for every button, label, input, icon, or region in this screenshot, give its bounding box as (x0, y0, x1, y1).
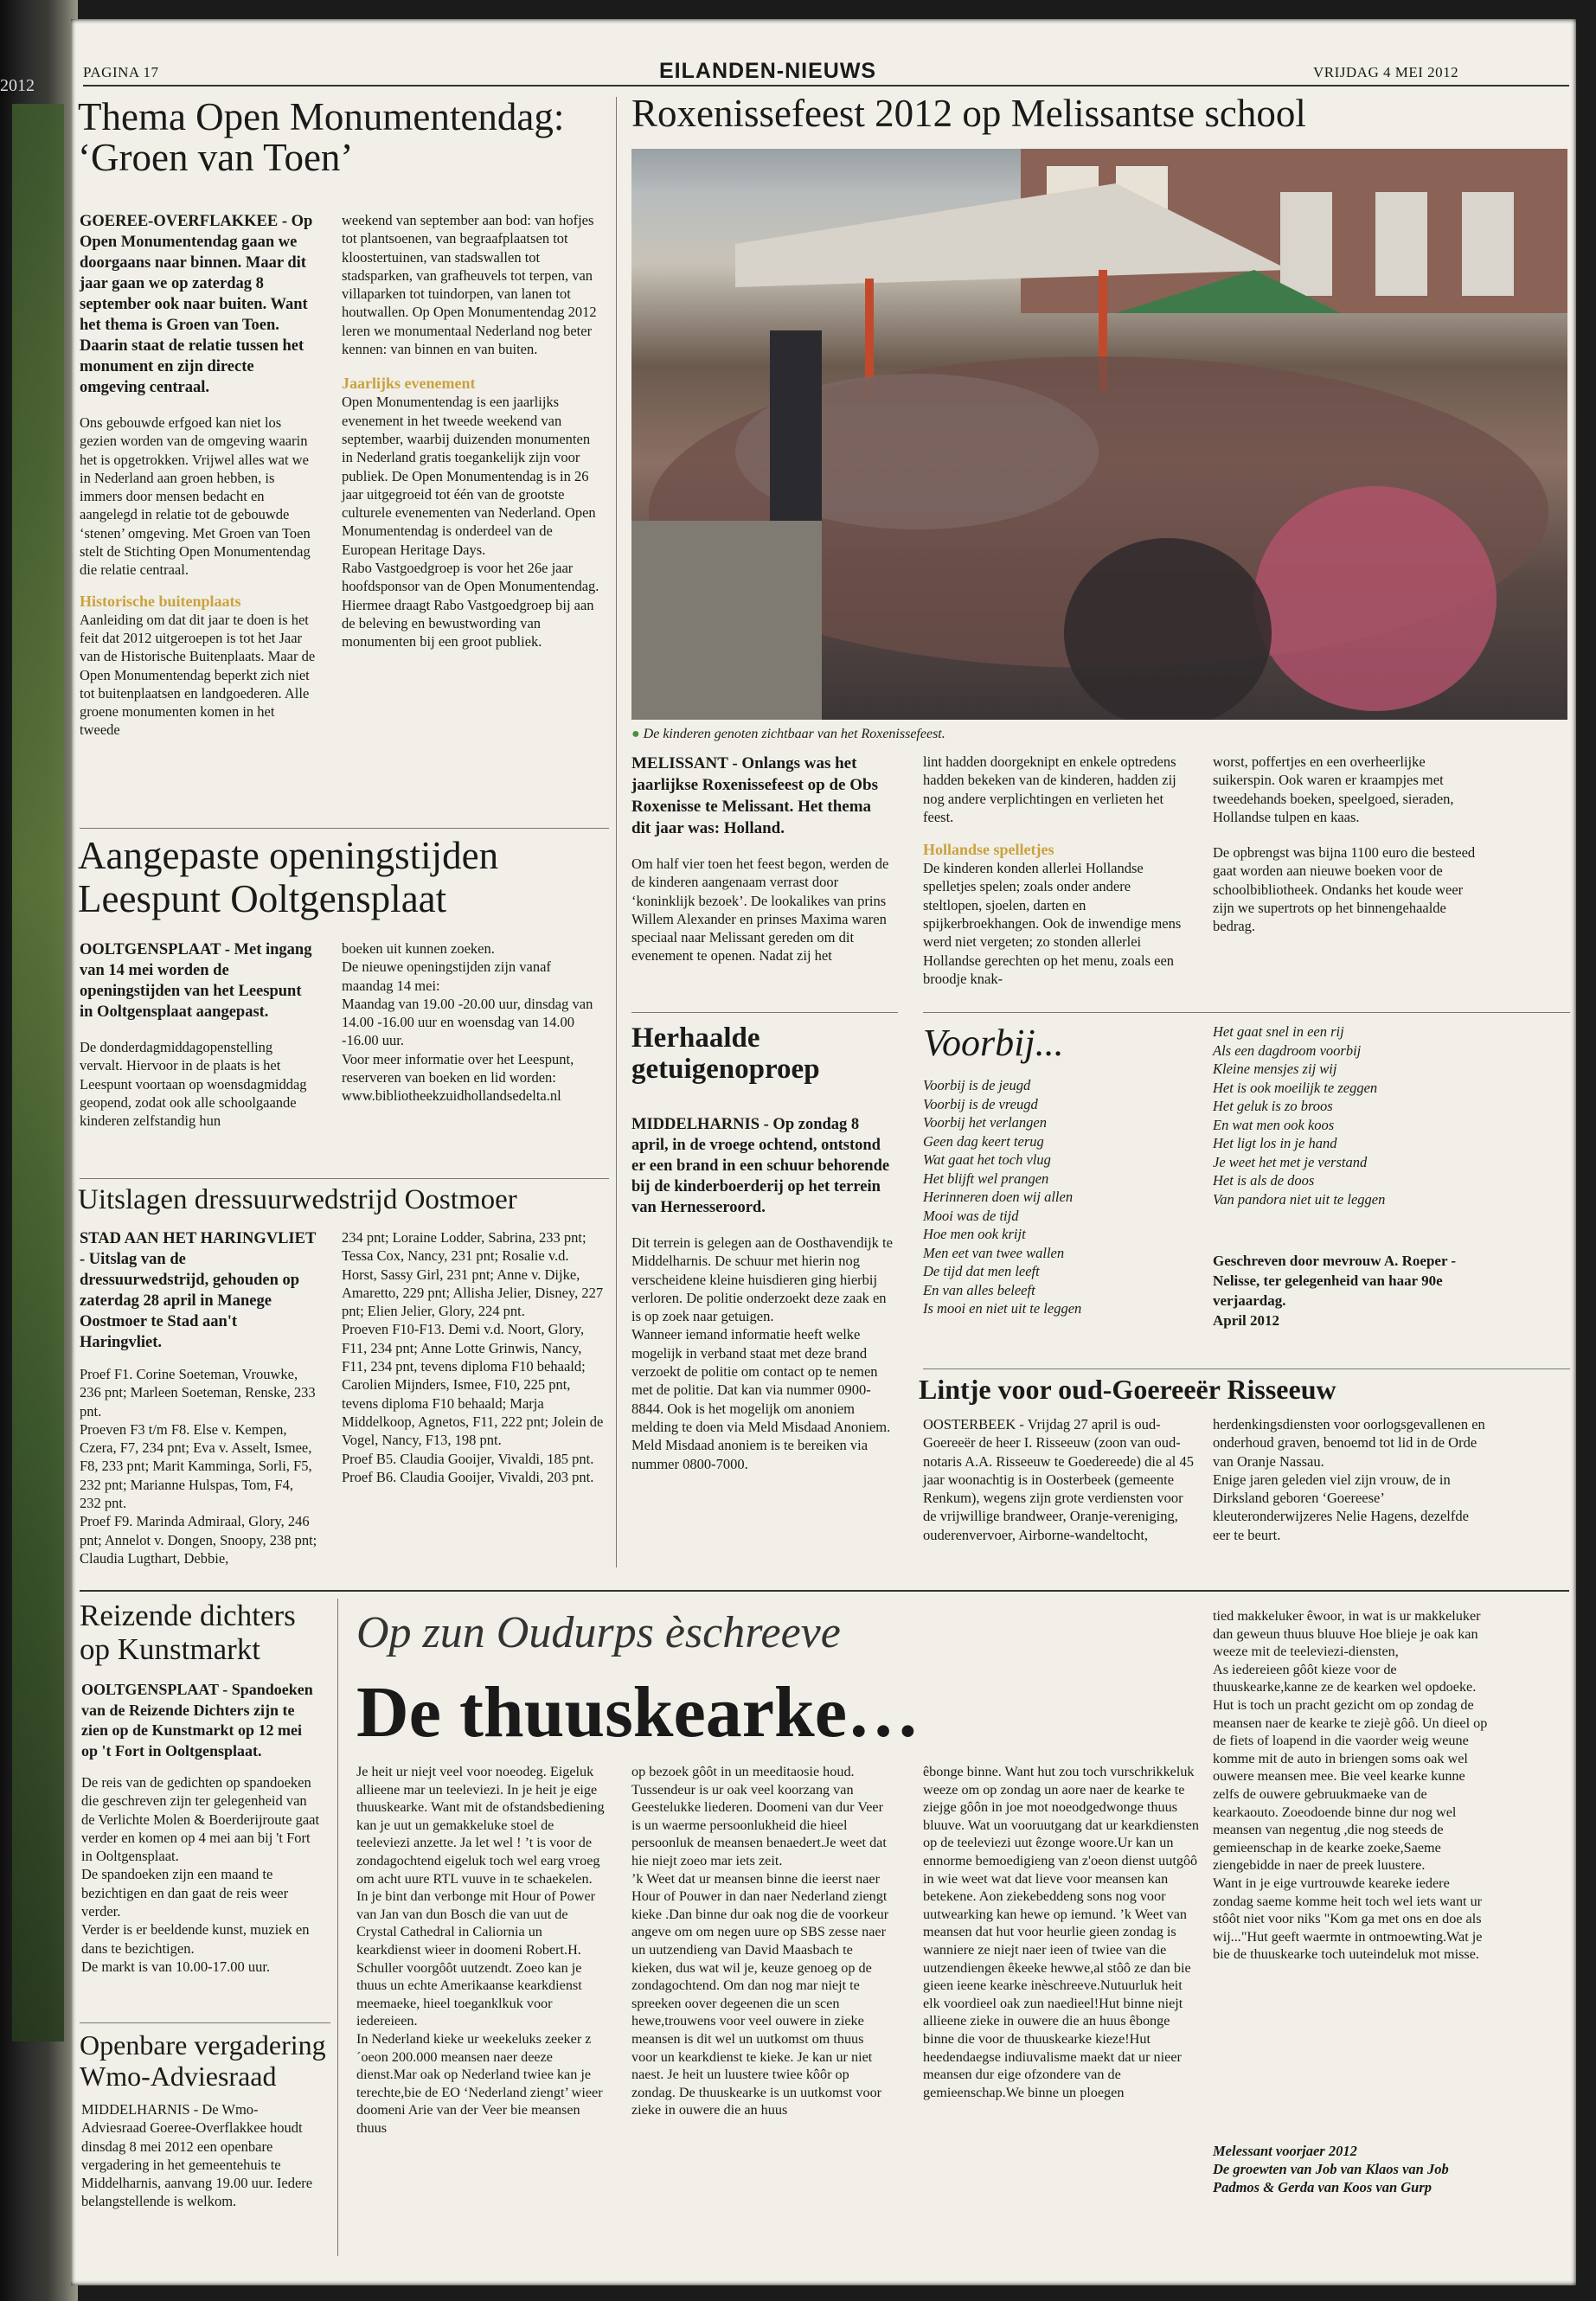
newspaper-page (71, 19, 1576, 2285)
section-rule (80, 828, 609, 829)
building-window (1462, 192, 1514, 296)
paper-name: EILANDEN-NIEUWS (659, 59, 877, 83)
monument-para5: Rabo Vastgoedgroep is voor het 26e jaar hoofdsponsor van de Open Monumentendag. Hiermee draagt Rabo Vastgoedgroep bij aan de beleving en bewustwording van monumenten bij een groot publiek. (342, 560, 599, 651)
dichters-headline (80, 1599, 339, 1666)
roxenisse-para1: Om half vier toen het feest begon, werden de de kinderen aangenaam verrast door ‘koninklijk bezoek’. De lookalikes van prins Willem Alexander en prinses Maxima waren speciaal naar Melissant gereden om dit evenement te openen. Nadat zij het (631, 856, 889, 965)
roxenisse-para3: De kinderen konden allerlei Hollandse spelletjes spelen; zoals onder andere steltlopen, sjoelen, darten en spijkerbroekhangen. Ook de inwendige mens werd niet vergeten; zo stonden allerlei Hollandse gerechten op het menu, zoals een broodje knak- (923, 860, 1182, 987)
getuigen-headline-line2: getuigenoproep (631, 1054, 820, 1085)
roxenisse-lead: MELISSANT - Onlangs was het jaarlijkse Roxenissefeest op de Obs Roxenisse te Melissant. Het thema dit jaar was: Holland. (631, 754, 878, 837)
lintje-headline: Lintje voor oud-Goereeër Risseeuw (919, 1374, 1336, 1405)
roxenisse-headline: Roxenissefeest 2012 op Melissantse school (631, 92, 1306, 135)
column-rule (337, 1599, 338, 2256)
leespunt-para1: De donderdagmiddagopenstelling vervalt. Hiervoor in de plaats is het Leespunt voortaan op woensdagmiddag geopend, zodat ook alle schoolgaande kinderen zelfstandig hun (80, 1039, 307, 1130)
roxenisse-para4: worst, poffertjes en een overheerlijke suikerspin. Ook waren er kraampjes met tweedehands boeken, speelgoed, sieraden, Hollandse tulpen en kaas. (1213, 753, 1454, 825)
child-foreground (1254, 486, 1497, 711)
dialect-col1: Je heit ur niejt veel voor noeodeg. Eigeluk allieene mar un teeleviezi. In je heit je eige thuuskearke. Want mit de ofstandsbediening kan je uut un gemakkeluke stoel de teeleviezi anzette. Ja let wel ! ’t is voor de zondagochtend eigeluk toch wel earg vroeg om acht uure RTL vuuve in te schaekelen. In je bint dan verbonge mit Hour of Power van Jan van dun Bosch die van uut de Crystal Cathedral in Caliornia un kearkdienst wieer in doomeni Robert.H. Schuller voorgôôt uutzendt. Zoeo kan je thuus un echte Amerikaanse kearkdienst meemaeke, hieel toeganklkuk voor iedereieen. In Nederland kieke ur weekeluks zeeker z´oeon 200.000 meansen naer deeze dienst.Mar oak op Nederland twiee kan je terechte,bie de EO ‘Nederland ziengt’ wieer doomeni Arie van der Veer bie meansen thuus (356, 1764, 605, 2136)
dichters-col (81, 1680, 322, 1976)
caption-bullet: ● (631, 727, 644, 741)
section-rule (923, 1012, 1570, 1013)
monument-headline-line2: ‘Groen van Toen’ (78, 135, 354, 179)
dialect-col3: êbonge binne. Want hut zou toch vurschrikkeluk weeze om op zondag un aore naer de kearke te ziejge gôôn in joe mot noeodgedwonge thuus bluuve. Wat un vooruutgang dat ur kearkdiensten op de teeleviezi uut êzonge woore.Ur kan un ennorme bemoedigieng van z'oeon dienst uutgôô in wie weet wat dat lieve voor meansen kan betekene. Aon ziekebeddeng sons nog voor uutwearking kan hewe op iemund. ’k Weet van meansen dat hut voor heurlie gieen zondag is wanniere ze niejt naer ieen of twiee van die uutzendiengen êkeeke hewwe,al stôô ze dan bie gieen ieene kearke inèschreeve.Nutuurluk heit elk voordieel oak zun naedieel!Hut binne niejt allieene zieke in ouwere die an huus êbonge binne die voor de thuuskearke kieze!Hut heedendaegse indiuvalisme maekt dat ur nieer meansen dur eige ofzondere van de gemieenschap.We binne un ploegen (923, 1764, 1199, 2100)
wmo-headline-line1: Openbare vergadering (80, 2029, 326, 2061)
section-rule (80, 2022, 330, 2023)
leespunt-col1 (80, 939, 317, 1130)
leespunt-lead: OOLTGENSPLAAT - Met ingang van 14 mei worden de openingstijden van het Leespunt in Ooltgensplaat aangepast. (80, 941, 312, 1021)
leespunt-headline-line1: Aangepaste openingstijden (78, 834, 499, 877)
monument-para3: weekend van september aan bod: van hofjes tot plantsoenen, van begraafplaatsen tot kloostertuinen, van stadswallen tot stadsparken, van grafheuvels tot terpen, van villaparken tot tuindorpen, van lanen tot houtwallen. Op Open Monumentendag 2012 leren we monumentaal Nederland nog beter kennen: van binnen en van buiten. (342, 212, 597, 358)
lintje-para2: herdenkingsdiensten voor oorlogsgevallenen en onderhoud graven, benoemd tot lid in de Orde van Oranje Nassau. Enige jaren geleden viel zijn vrouw, de in Dirksland geboren ‘Goereese’ kleuteronderwijzeres Nelie Hagens, dezelfde eer te beurt. (1213, 1416, 1485, 1543)
previous-page-edge (12, 104, 64, 2041)
photo-scene (631, 149, 1567, 720)
getuigen-lead: MIDDELHARNIS - Op zondag 8 april, in de vroege ochtend, ontstond er een brand in een schuur behorende bij de kinderboerderij op het terrein van Hernesseroord. (631, 1116, 890, 1216)
section-rule (80, 1178, 609, 1179)
page-number: PAGINA 17 (83, 64, 159, 80)
leespunt-headline (78, 834, 614, 920)
monument-sub1: Historische buitenplaats (80, 592, 241, 610)
roxenisse-para5: De opbrengst was bijna 1100 euro die besteed gaat worden aan nieuwe boeken voor de schoolbibliotheek. Ondanks het koude weer zijn we supertrots op het binnengehaalde bedrag. (1213, 844, 1476, 935)
schoolyard-ground (631, 521, 822, 720)
voorbij-title: Voorbij... (923, 1022, 1064, 1064)
monument-para4: Open Monumentendag is een jaarlijks evenement in het tweede weekend van september, waarbij duizenden monumenten in Nederland gratis toegankelijk zijn voor publiek. De Open Monumentendag is in 26 jaar uitgegroeid tot één van de grootste culturele evenementen van Nederland. Open Monumentendag is onderdeel van de European Heritage Days. (342, 394, 596, 558)
dialect-credit: Melessant voorjaer 2012 De groewten van Job van Klaos van Job Padmos & Gerda van Koos van Gurp (1213, 2143, 1449, 2195)
leespunt-para2: boeken uit kunnen zoeken. De nieuwe openingstijden zijn vanaf maandag 14 mei: Maandag van 19.00 -20.00 uur, dinsdag van 14.00 -16.00 uur en woensdag van 14.00 -16.00 uur. Voor meer informatie over het Leespunt, reserveren van boeken en lid worden: www.bibliotheekzuidhollandsedelta.nl (342, 940, 593, 1105)
monument-sub2: Jaarlijks evenement (342, 375, 476, 393)
photo-caption (631, 727, 945, 742)
roxenisse-photo (631, 149, 1567, 720)
dichters-lead: OOLTGENSPLAAT - Spandoeken van de Reizende Dichters zijn te zien op de Kunstmarkt op 12 mei op 't Fort in Ooltgensplaat. (81, 1681, 313, 1759)
dichters-para1: De reis van de gedichten op spandoeken die geschreven zijn ter gelegenheid van de Verlichte Molen & Boerderijroute gaat verder en komen op 4 mei aan bij 't Fort in Ooltgensplaat. De spandoeken zijn een maand te bezichtigen en dan gaat de reis weer verder. Verder is er beeldende kunst, muziek en dans te bezichtigen. De markt is van 10.00-17.00 uur. (81, 1774, 320, 1975)
dressuur-col1 (80, 1228, 317, 1567)
caption-text: De kinderen genoten zichtbaar van het Roxenissefeest. (643, 727, 945, 741)
leespunt-headline-line2: Leespunt Ooltgensplaat (78, 877, 447, 920)
monument-col2 (342, 211, 601, 651)
voorbij-poem-part1: Voorbij is de jeugd Voorbij is de vreugd Voorbij het verlangen Geen dag keert terug Wat gaat het toch vlug Het blijft wel prangen Herinneren doen wij allen Mooi was de tijd Hoe men ook krijt Men eet van twee wallen De tijd dat men leeft En van alles beleeft Is mooi en niet uit te leggen (923, 1077, 1082, 1317)
lintje-col1 (923, 1415, 1200, 1544)
building-window (1280, 192, 1332, 296)
dressuur-lead: STAD AAN HET HARINGVLIET - Uitslag van de dressuurwedstrijd, gehouden op zaterdag 28 april in Manege Oostmoer te Stad aan't Haringvliet. (80, 1230, 316, 1351)
child-foreground (1064, 538, 1272, 720)
getuigen-headline (631, 1022, 891, 1085)
monument-para2: Aanleiding om dat dit jaar te doen is het feit dat 2012 uitgeroepen is tot het Jaar van de Historische Buitenplaats. Maar de Open Monumentendag beperkt zich niet tot buitenplaatsen en landgoederen. Alle groene monumenten komen in het tweede (80, 611, 316, 739)
lintje-para1: OOSTERBEEK - Vrijdag 27 april is oud-Goereeër de heer I. Risseeuw (zoon van oud-notaris A.A. Risseeuw te Goedereede) die al 45 jaar woonachtig is in Oosterbeek (gemeente Renkum), wegens zijn grote verdiensten voor de vrijwillige brandweer, Oranje-vereniging, ouderenvervoer, Airborne-wandeltocht, (923, 1416, 1194, 1543)
voorbij-poem-part2: Het gaat snel in een rij Als een dagdroom voorbij Kleine mensjes zij wij Het is ook moeilijk te zeggen Het geluk is zo broos En wat men ook koos Het ligt los in je hand Je weet het met je verstand Het is als de doos Van pandora niet uit te leggen (1213, 1023, 1386, 1208)
monument-para1: Ons gebouwde erfgoed kan niet los gezien worden van de omgeving waarin het is opgetrokken. Vrijwel alles wat we in Nederland aan groen hebben, is immers door mensen bedacht en aangelegd in relatie tot de gebouwde ‘stenen’ omgeving. Met Groen van Toen stelt de Stichting Open Monumentendag die relatie centraal. (80, 414, 311, 579)
dressuur-para2: 234 pnt; Loraine Lodder, Sabrina, 233 pnt; Tessa Cox, Nancy, 231 pnt; Rosalie v.d. Horst, Sassy Girl, 231 pnt; Anne v. Dijke, Amaretto, 229 pnt; Allisha Jelier, Disney, 227 pnt; Elien Jelier, Glory, 224 pnt. Proeven F10-F13. Demi v.d. Noort, Glory, F11, 234 pnt; Anne Lotte Grinwis, Nancy, F11, 234 pnt, tevens diploma F10 behaald; Carolien Mijnders, Ismee, F10, 225 pnt, tevens diploma F10 behaald; Marja Middelkoop, Agnetos, F11, 222 pnt; Jolein de Vogel, Nancy, F13, 198 pnt. Proef B5. Claudia Gooijer, Vivaldi, 185 pnt. Proef B6. Claudia Gooijer, Vivaldi, 203 pnt. (342, 1229, 604, 1485)
roxenisse-col1 (631, 753, 891, 965)
roxenisse-sub: Hollandse spelletjes (923, 841, 1054, 859)
getuigen-para1: Dit terrein is gelegen aan de Oosthavendijk te Middelharnis. De schuur met hierin nog verscheidene kleine huisdieren ging hierbij verloren. De politie onderzoekt deze zaak en is op zoek naar getuigen. Wanneer iemand informatie heeft welke mogelijk in verband staat met deze brand verzoekt de politie om contact op te nemen met de politie. Dat kan via nummer 0900-8844. Ook is het mogelijk om anoniem melding te doen via Meld Misdaad Anoniem. Meld Misdaad anoniem is te bereiken via nummer 0800-7000. (631, 1234, 893, 1472)
dressuur-headline: Uitslagen dressuurwedstrijd Oostmoer (78, 1184, 517, 1215)
voorbij-credit: Geschreven door mevrouw A. Roeper - Nelisse, ter gelegenheid van haar 90e verjaardag. April 2012 (1213, 1253, 1457, 1329)
roxenisse-col3 (1213, 753, 1481, 936)
leespunt-col2 (342, 939, 601, 1106)
section-rule (923, 1368, 1570, 1369)
dialect-kicker: Op zun Oudurps èschreeve (356, 1608, 841, 1657)
section-rule (80, 1590, 1569, 1592)
dichters-headline-line2: op Kunstmarkt (80, 1632, 261, 1666)
wmo-headline (80, 2029, 339, 2092)
building-window (1375, 192, 1427, 296)
issue-date: VRIJDAG 4 MEI 2012 (1313, 64, 1459, 80)
masthead-rule (83, 85, 1569, 87)
roxenisse-para2: lint hadden doorgeknipt en enkele optredens hadden bekeken van de kinderen, hadden zij nog andere verplichtingen en verlieten het feest. (923, 753, 1176, 825)
column-rule (616, 97, 617, 1567)
dialect-headline: De thuuskearke… (356, 1672, 920, 1753)
section-rule (631, 1012, 898, 1013)
roxenisse-col2 (923, 753, 1183, 988)
previous-page-year: 2012 (0, 76, 35, 95)
monument-col1 (80, 211, 317, 740)
dialect-col4: tied makkeluker êwoor, in wat is ur makkeluker dan geweun thuus bluuve Hoe blieje je oak kan weeze mit de teeleviezi-diensten, As iedereieen gôôt kieze voor de thuuskearke,kanne ze de kearken wel opdoeke. Hut is toch un pracht gezicht om op zondag de meansen naer de kearke te ziejè gôô. Un dieel op de fiets of loapend in die vaorder weig weune komme mit de auto in briengen soms oak wel ouwere meansen mee. Bie veel kearke kunne zelfs de ouwere gebruukmaeke van de kearkaouto. Zoeodoende binne dur nog wel meansen van negentug ,die nog steeds de gemieenschap in de kearke zoeke,Saeme ziengebidde in naer de preek luustere. Want in je eige vurtrouwde keareke iedere zondag saeme komme heit toch wel iets want ur stôôt niet voor niks "Kom ga met ons en doe als wij..."Hut geeft waermte in ontmoewting.Wat je bie de thuuskearke toch uuteindeluk mot misse. (1213, 1608, 1488, 1963)
getuigen-col (631, 1114, 895, 1473)
monument-lead: GOEREE-OVERFLAKKEE - Op Open Monumentendag gaan we doorgaans naar binnen. Maar dit jaar gaan we op zaterdag 8 september ook naar buiten. Want het thema is Groen van Toen. Daarin staat de relatie tussen het monument en zijn directe omgeving centraal. (80, 213, 313, 396)
monument-headline-line1: Thema Open Monumentendag: (78, 95, 565, 138)
lintje-col2 (1213, 1415, 1490, 1544)
wmo-headline-line2: Wmo-Adviesraad (80, 2061, 277, 2092)
dressuur-col2 (342, 1228, 606, 1486)
dichters-headline-line1: Reizende dichters (80, 1599, 296, 1632)
wmo-para1: MIDDELHARNIS - De Wmo-Adviesraad Goeree-Overflakkee houdt dinsdag 8 mei 2012 een openbare vergadering in het gemeentehuis te Middelharnis, aanvang 19.00 uur. Iedere belangstellende is welkom. (81, 2101, 313, 2210)
dressuur-para1: Proef F1. Corine Soeteman, Vrouwke, 236 pnt; Marleen Soeteman, Renske, 233 pnt. Proeven F3 t/m F8. Else v. Kempen, Czera, F7, 234 pnt; Eva v. Asselt, Ismee, F8, 233 pnt; Marit Kamminga, Sorli, F5, 232 pnt; Marianne Hulspas, Tom, F4, 232 pnt. Proef F9. Marinda Admiraal, Glory, 246 pnt; Annelot v. Dongen, Snoopy, 238 pnt; Claudia Lugthart, Debbie, (80, 1366, 317, 1567)
dialect-col2: op bezoek gôôt in un meeditaosie houd. Tussendeur is ur oak veel koorzang van Geestelukke liederen. Doomeni van dur Veer is un waerme persoonlukheid die hieel persoonluk de meansen benaedert.Je weet dat hie niejt zoeo mar iets zeit. ’k Weet dat ur meansen binne die ieerst naer Hour of Pouwer in dan naer Nederland ziengt kieke .Dan binne dur oak nog die de voorkeur angeve om om negen uure op SBS zesse naer un uutzendieng van David Maasbach te kieken, dus wat wil je, keuze genoeg op de zondagochtend. Om dan nog mar niejt te spreeken oover degeenen die un scen hewe,trouwens voor veel ouwere in zieke meansen is dit wel un uutkomst om thuus voor un kearkdienst te kieke. Je kan ur niet naest. Je heit un luustere twiee kôôr op zondag. De thuuskearke is un uutkomst voor zieke in ouwere die an huus (631, 1764, 889, 2118)
monument-headline (78, 97, 683, 178)
getuigen-headline-line1: Herhaalde (631, 1022, 760, 1054)
